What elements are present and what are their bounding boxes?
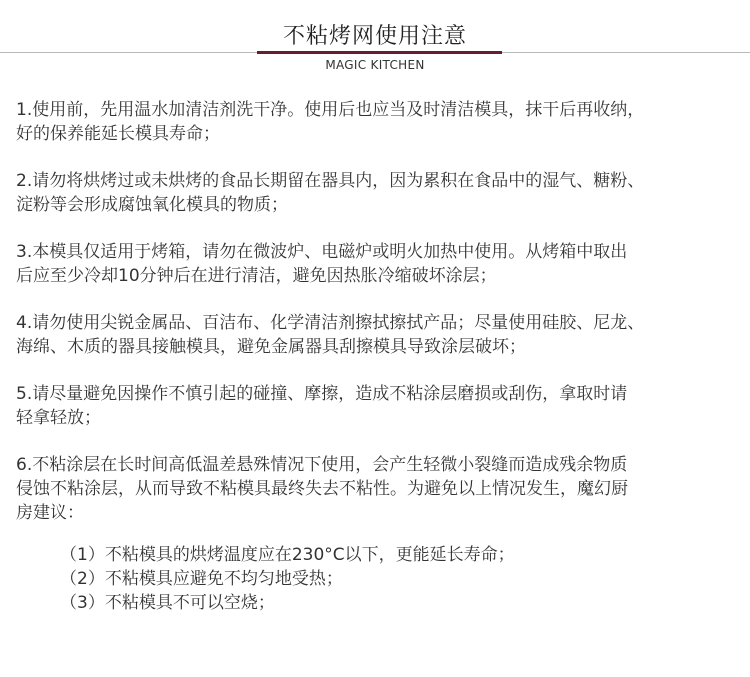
note-line: 海绵、木质的器具接触模具，避免金属器具刮擦模具导致涂层破坏； [16, 337, 526, 357]
note-line: 后应至少冷却10分钟后在进行清洁，避免因热胀冷缩破坏涂层； [16, 266, 497, 286]
note-paragraph-2 [16, 169, 742, 217]
note-line: 6.不粘涂层在长时间高低温差悬殊情况下使用，会产生轻微小裂缝而造成残余物质 [16, 455, 628, 475]
suggestion-list [16, 543, 742, 615]
note-paragraph-4 [16, 311, 742, 359]
note-line: 侵蚀不粘涂层，从而导致不粘模具最终失去不粘性。为避免以上情况发生，魔幻厨 [16, 479, 628, 499]
note-paragraph-3 [16, 240, 742, 288]
notes-content [16, 98, 742, 615]
note-line: 房建议： [16, 503, 84, 523]
brand-subtitle: MAGIC KITCHEN [325, 58, 425, 72]
suggestion-item-1: （1）不粘模具的烘烤温度应在230°C以下，更能延长寿命； [60, 545, 515, 565]
note-line: 淀粉等会形成腐蚀氧化模具的物质； [16, 195, 288, 215]
note-line: 4.请勿使用尖锐金属品、百洁布、化学清洁剂擦拭擦拭产品；尽量使用硅胶、尼龙、 [16, 313, 645, 333]
note-paragraph-5 [16, 382, 742, 430]
note-line: 3.本模具仅适用于烤箱，请勿在微波炉、电磁炉或明火加热中使用。从烤箱中取出 [16, 242, 628, 262]
note-paragraph-6 [16, 453, 742, 525]
note-line: 2.请勿将烘烤过或未烘烤的食品长期留在器具内，因为累积在食品中的湿气、糖粉、 [16, 171, 645, 191]
header-divider-accent [257, 51, 502, 54]
note-line: 5.请尽量避免因操作不慎引起的碰撞、摩擦，造成不粘涂层磨损或刮伤，拿取时请 [16, 384, 628, 404]
note-line: 轻拿轻放； [16, 408, 101, 428]
page-header [0, 0, 750, 80]
suggestion-item-2: （2）不粘模具应避免不均匀地受热； [60, 569, 343, 589]
note-line: 好的保养能延长模具寿命； [16, 124, 220, 144]
note-line: 1.使用前，先用温水加清洁剂洗干净。使用后也应当及时清洁模具，抹干后再收纳， [16, 100, 645, 120]
page-title: 不粘烤网使用注意 [282, 24, 467, 49]
suggestion-item-3: （3）不粘模具不可以空烧； [60, 593, 275, 613]
note-paragraph-1 [16, 98, 742, 146]
